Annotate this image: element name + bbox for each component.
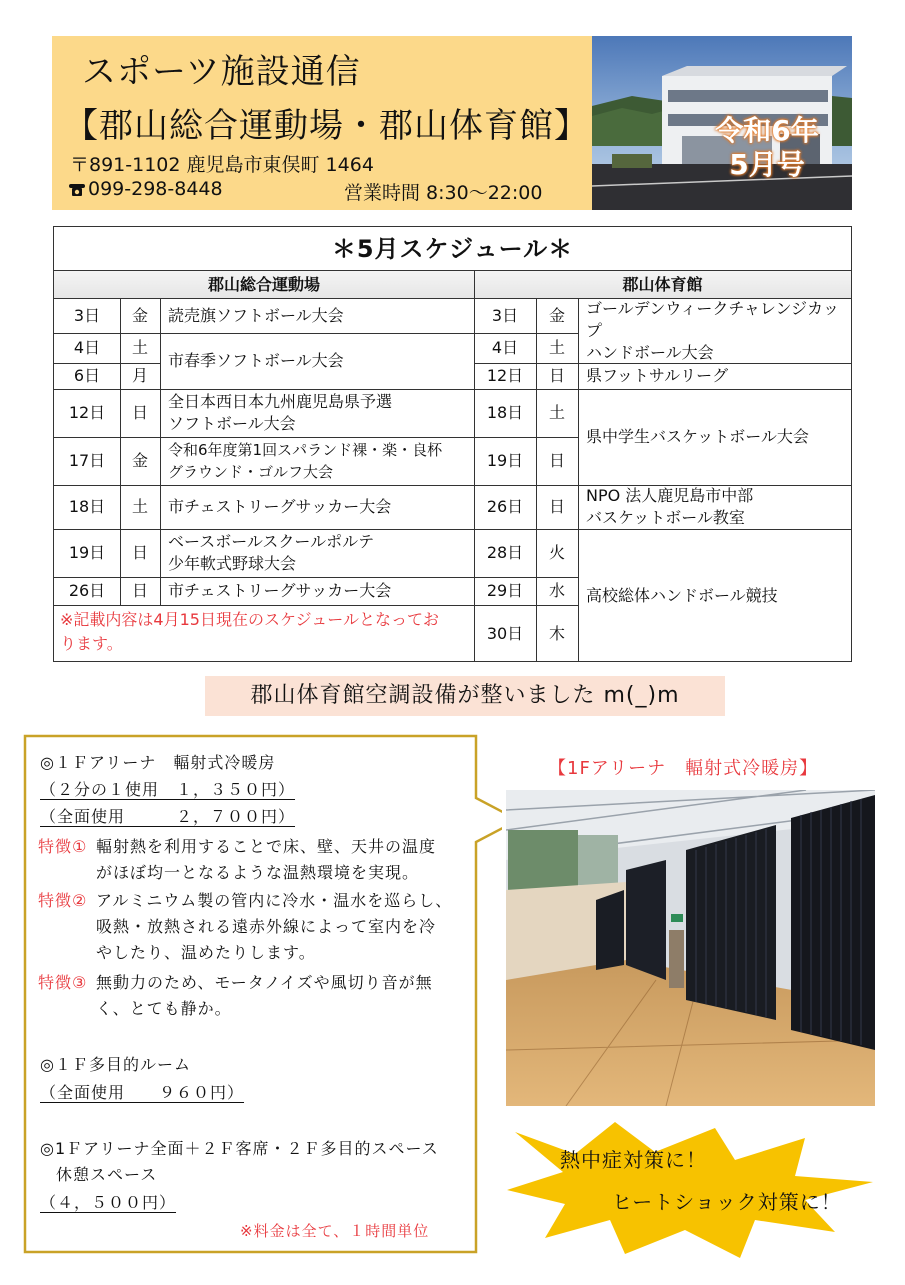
- burst-line-2: ヒートショック対策に！: [612, 1190, 842, 1214]
- left-day: 日: [131, 543, 148, 562]
- fee-note: ※料金は全て、１時間単位: [240, 1222, 430, 1240]
- right-date: 19日: [486, 451, 524, 470]
- right-date: 30日: [486, 623, 524, 643]
- left-event: 読売旗ソフトボール大会: [168, 306, 344, 325]
- left-event: 市春季ソフトボール大会: [168, 351, 344, 370]
- right-day: 土: [548, 338, 565, 357]
- left-date: 19日: [68, 543, 106, 562]
- schedule-note: ※記載内容は4月15日現在のスケジュールとなってお ります。: [60, 610, 439, 653]
- left-day: 日: [131, 581, 148, 600]
- right-day: 日: [548, 366, 565, 385]
- schedule-table: [53, 226, 852, 662]
- left-event: 市チェストリーグサッカー大会: [168, 497, 392, 516]
- divider: [54, 605, 474, 606]
- left-day: 月: [131, 366, 148, 385]
- left-date: 12日: [68, 403, 106, 422]
- right-event: ゴールデンウィークチャレンジカップ ハンドボール大会: [586, 299, 839, 362]
- right-date: 18日: [486, 403, 524, 422]
- page-title: スポーツ施設通信: [82, 52, 361, 92]
- arena-price-full: （全面使用 ２，７００円）: [40, 807, 296, 826]
- aircon-banner: 郡山体育館空調設備が整いました m(_)m: [205, 676, 725, 716]
- issue-month: 5月号: [729, 148, 805, 181]
- right-date: 3日: [491, 306, 519, 325]
- left-day: 金: [131, 451, 148, 470]
- feature3-label: 特徴③: [38, 973, 88, 992]
- left-date: 3日: [73, 306, 101, 325]
- right-day: 金: [548, 306, 565, 325]
- combo-heading-2: 休憩スペース: [56, 1165, 158, 1184]
- right-day: 土: [548, 403, 565, 422]
- left-date: 4日: [73, 338, 101, 357]
- right-venue-header: 郡山体育館: [474, 271, 851, 299]
- combo-heading: ◎1Ｆアリーナ全面＋２Ｆ客席・２Ｆ多目的スペース: [40, 1139, 439, 1158]
- right-event: 県中学生バスケットボール大会: [586, 427, 809, 446]
- left-day: 金: [131, 306, 148, 325]
- right-date: 26日: [486, 497, 524, 516]
- business-hours: 営業時間 8:30～22:00: [344, 182, 543, 204]
- feature3-text: 無動力のため、モータノイズや風切り音が無 く、とても静か。: [96, 973, 433, 1018]
- schedule-title: ＊5月スケジュール＊: [54, 227, 851, 271]
- right-day: 木: [548, 623, 565, 643]
- left-date: 18日: [68, 497, 106, 516]
- issue-label: [692, 114, 842, 182]
- header: [52, 36, 852, 210]
- address: 〒891-1102 鹿児島市東俣町 1464: [70, 154, 374, 176]
- left-day: 土: [131, 338, 148, 357]
- right-date: 4日: [491, 338, 519, 357]
- arena-image: [506, 790, 875, 1106]
- feature1-text: 輻射熱を利用することで床、壁、天井の温度 がほぼ均一となるような温熱環境を実現。: [96, 837, 437, 882]
- phone-icon: [68, 182, 86, 197]
- right-day: 火: [548, 543, 565, 562]
- right-date: 29日: [486, 581, 524, 600]
- left-event: 全日本西日本九州鹿児島県予選 ソフトボール大会: [168, 392, 393, 433]
- building-photo: [592, 36, 852, 210]
- arena-heading: ◎１Ｆアリーナ 輻射式冷暖房: [40, 753, 276, 772]
- left-event: 市チェストリーグサッカー大会: [168, 581, 392, 600]
- feature1-label: 特徴①: [38, 837, 88, 856]
- combo-price: （４，５００円）: [40, 1193, 177, 1212]
- venue-title: 【郡山総合運動場・郡山体育館】: [64, 106, 589, 146]
- left-date: 6日: [73, 366, 101, 385]
- right-day: 水: [548, 581, 565, 600]
- burst-line-1: 熱中症対策に！: [560, 1148, 707, 1172]
- left-venue-header: 郡山総合運動場: [54, 271, 474, 299]
- feature2-text: アルミニウム製の管内に冷水・温水を巡らし、 吸熱・放熱される遠赤外線によって室内を冷 やしたり、温めたりします。: [96, 891, 453, 962]
- left-day: 土: [131, 497, 148, 516]
- issue-year: 令和6年: [715, 114, 819, 147]
- left-day: 日: [131, 403, 148, 422]
- right-event: NPO 法人鹿児島市中部 バスケットボール教室: [586, 486, 754, 527]
- right-day: 日: [548, 497, 565, 516]
- left-date: 17日: [68, 451, 106, 470]
- arena-price-half: （２分の１使用 １，３５０円）: [40, 780, 296, 799]
- multipurpose-heading: ◎１Ｆ多目的ルーム: [40, 1055, 191, 1074]
- multipurpose-price: （全面使用 ９６０円）: [40, 1083, 245, 1102]
- arena-photo: [506, 790, 875, 1106]
- left-event: 令和6年度第1回スパランド裸・楽・良杯 グラウンド・ゴルフ大会: [168, 441, 443, 481]
- left-event: ベースボールスクールポルテ 少年軟式野球大会: [168, 532, 375, 573]
- right-date: 12日: [486, 366, 524, 385]
- right-event: 高校総体ハンドボール競技: [586, 586, 778, 605]
- photo-caption: 【1Fアリーナ 輻射式冷暖房】: [548, 758, 819, 779]
- phone-line: [68, 178, 223, 200]
- phone-number: 099-298-8448: [88, 178, 223, 200]
- right-event: 県フットサルリーグ: [586, 366, 729, 385]
- right-day: 日: [548, 451, 565, 470]
- feature2-label: 特徴②: [38, 891, 88, 910]
- right-date: 28日: [486, 543, 524, 562]
- left-date: 26日: [68, 581, 106, 600]
